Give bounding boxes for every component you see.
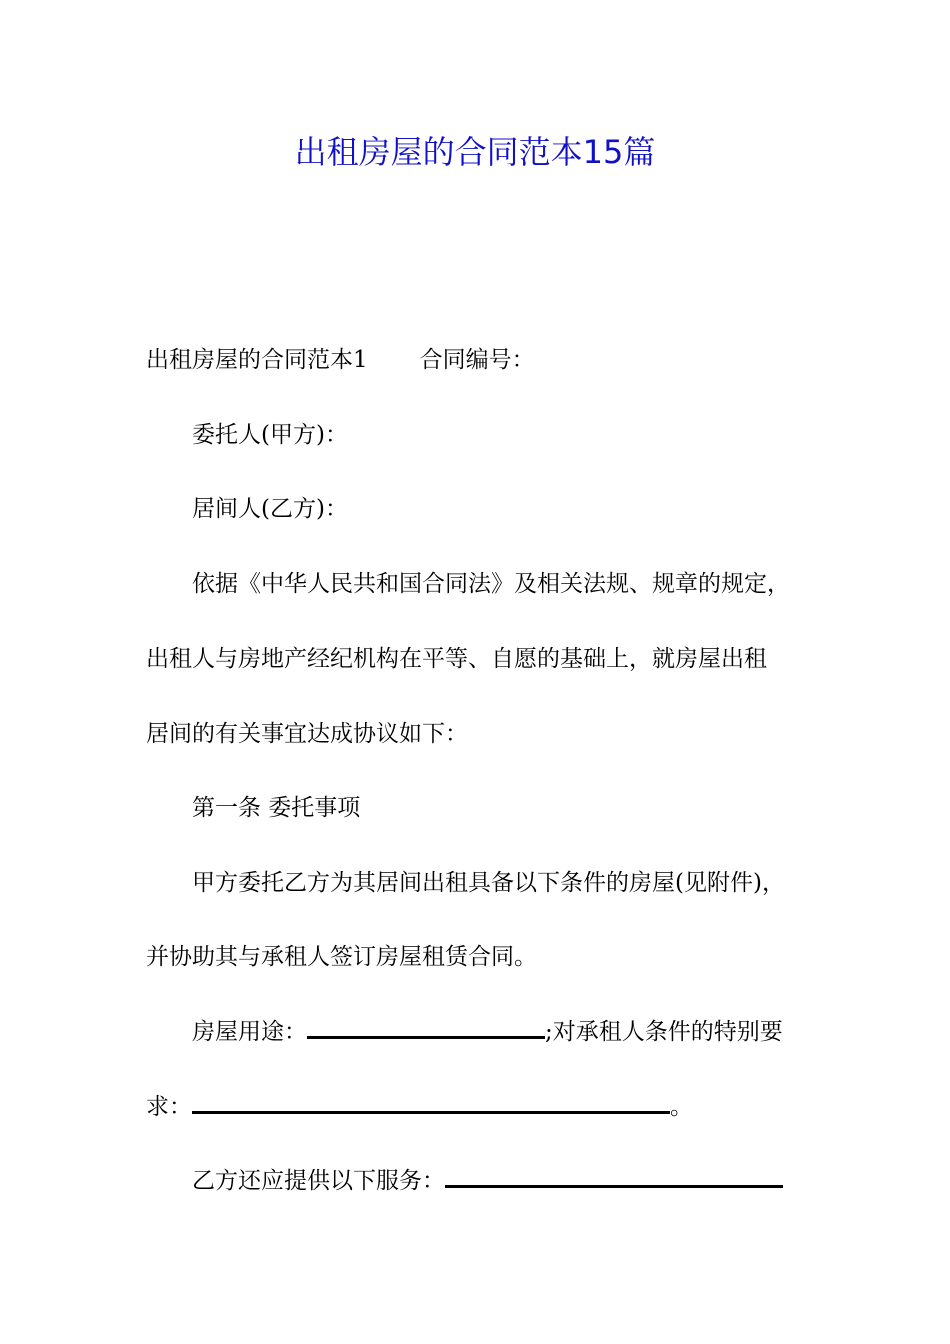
article-1-line-1: 甲方委托乙方为其居间出租具备以下条件的房屋(见附件)， [192, 870, 785, 896]
services-line [192, 1166, 783, 1196]
requirement-end: 。 [670, 1094, 693, 1120]
client-label: 委托人(甲方)： [192, 422, 348, 448]
section-heading-line [146, 345, 535, 375]
usage-label: 房屋用途： [192, 1019, 307, 1045]
usage-suffix: ;对承租人条件的特别要 [545, 1019, 783, 1045]
services-blank [445, 1167, 783, 1188]
article-1-title: 第一条 委托事项 [192, 795, 361, 821]
contract-number-label: 合同编号： [419, 347, 535, 373]
usage-line [192, 1017, 783, 1047]
requirement-line [146, 1092, 693, 1122]
section-heading: 出租房屋的合同范本1 [146, 347, 368, 373]
intermediary-label: 居间人(乙方)： [192, 496, 348, 522]
requirement-blank [192, 1093, 670, 1114]
document-title: 出租房屋的合同范本15篇 [294, 133, 656, 171]
intro-paragraph-line-2: 出租人与房地产经纪机构在平等、自愿的基础上，就房屋出租 [146, 646, 767, 672]
intro-paragraph-line-1: 依据《中华人民共和国合同法》及相关法规、规章的规定， [192, 571, 790, 597]
usage-blank [307, 1018, 545, 1039]
article-1-line-2: 并协助其与承租人签订房屋租赁合同。 [146, 944, 537, 970]
services-label: 乙方还应提供以下服务： [192, 1168, 445, 1194]
intro-paragraph-line-3: 居间的有关事宜达成协议如下： [146, 721, 468, 747]
requirement-label: 求： [146, 1094, 192, 1120]
